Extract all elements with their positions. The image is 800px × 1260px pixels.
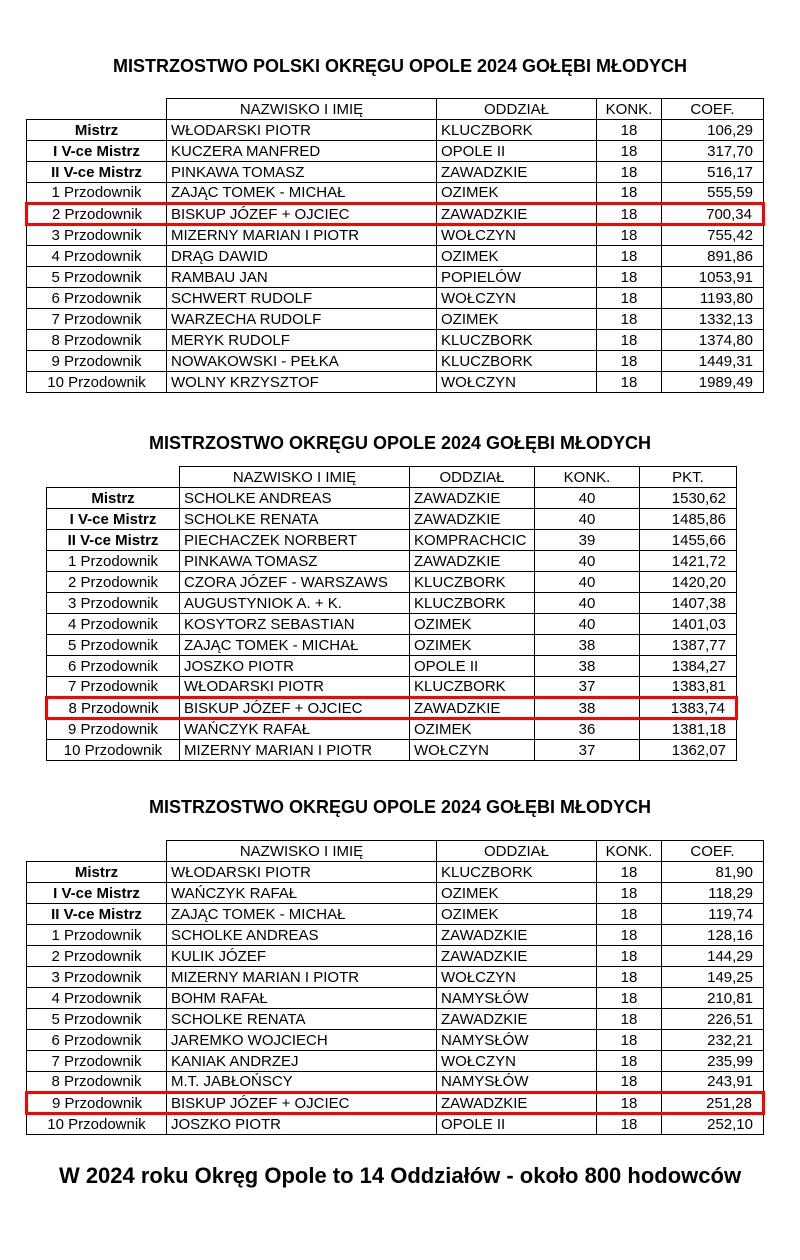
branch-cell: WOŁCZYN (437, 288, 597, 309)
konk-cell: 18 (597, 330, 662, 351)
rank-cell: I V-ce Mistrz (47, 509, 180, 530)
name-cell: ZAJĄC TOMEK - MICHAŁ (167, 904, 437, 925)
result-row (47, 740, 737, 761)
result-row (27, 162, 764, 183)
name-cell: SCHOLKE RENATA (180, 509, 410, 530)
column-header: PKT. (640, 467, 737, 488)
value-cell: 1401,03 (640, 614, 737, 635)
name-cell: WŁODARSKI PIOTR (167, 862, 437, 883)
name-cell: MIZERNY MARIAN I PIOTR (180, 740, 410, 761)
section-mistrzostwo-okregu-coef (0, 797, 800, 1135)
branch-cell: WOŁCZYN (437, 967, 597, 988)
branch-cell: ZAWADZKIE (437, 925, 597, 946)
branch-cell: KLUCZBORK (410, 572, 535, 593)
rank-cell: 4 Przodownik (27, 246, 167, 267)
konk-cell: 40 (535, 509, 640, 530)
branch-cell: ZAWADZKIE (437, 204, 597, 225)
column-header: KONK. (597, 841, 662, 862)
konk-cell: 18 (597, 862, 662, 883)
rank-cell: 5 Przodownik (27, 1009, 167, 1030)
value-cell: 235,99 (662, 1051, 764, 1072)
branch-cell: ZAWADZKIE (410, 509, 535, 530)
branch-cell: OPOLE II (410, 656, 535, 677)
result-row (27, 862, 764, 883)
value-cell: 1383,81 (640, 677, 737, 698)
footer-note: W 2024 roku Okręg Opole to 14 Oddziałów - około 800 hodowców (58, 1163, 742, 1188)
value-cell: 516,17 (662, 162, 764, 183)
name-cell: CZORA JÓZEF - WARSZAWS (180, 572, 410, 593)
branch-cell: OZIMEK (437, 309, 597, 330)
result-row (27, 1114, 764, 1135)
konk-cell: 37 (535, 740, 640, 761)
name-cell: WARZECHA RUDOLF (167, 309, 437, 330)
name-cell: MIZERNY MARIAN I PIOTR (167, 225, 437, 246)
name-cell: DRĄG DAWID (167, 246, 437, 267)
name-cell: WOLNY KRZYSZTOF (167, 372, 437, 393)
branch-cell: OPOLE II (437, 141, 597, 162)
section-title: MISTRZOSTWO OKRĘGU OPOLE 2024 GOŁĘBI MŁODYCH (148, 797, 652, 817)
name-cell: SCHOLKE ANDREAS (167, 925, 437, 946)
name-cell: AUGUSTYNIOK A. + K. (180, 593, 410, 614)
name-cell: RAMBAU JAN (167, 267, 437, 288)
rank-cell: 9 Przodownik (47, 719, 180, 740)
section-mistrzostwo-polski (0, 56, 800, 393)
value-cell: 1485,86 (640, 509, 737, 530)
result-row (47, 572, 737, 593)
konk-cell: 18 (597, 120, 662, 141)
branch-cell: OZIMEK (410, 614, 535, 635)
konk-cell: 18 (597, 883, 662, 904)
header-corner-blank (27, 841, 167, 862)
value-cell: 1193,80 (662, 288, 764, 309)
result-row (27, 967, 764, 988)
section-title: MISTRZOSTWO OKRĘGU OPOLE 2024 GOŁĘBI MŁODYCH (148, 433, 652, 453)
value-cell: 251,28 (662, 1093, 764, 1114)
result-row (47, 614, 737, 635)
branch-cell: ZAWADZKIE (437, 1009, 597, 1030)
name-cell: SCHOLKE RENATA (167, 1009, 437, 1030)
value-cell: 1332,13 (662, 309, 764, 330)
header-row (27, 841, 764, 862)
rank-cell: 5 Przodownik (47, 635, 180, 656)
branch-cell: KLUCZBORK (437, 120, 597, 141)
rank-cell: 7 Przodownik (27, 1051, 167, 1072)
rank-cell: 9 Przodownik (27, 1093, 167, 1114)
branch-cell: OZIMEK (410, 635, 535, 656)
rank-cell: I V-ce Mistrz (27, 883, 167, 904)
result-row (47, 635, 737, 656)
name-cell: KULIK JÓZEF (167, 946, 437, 967)
name-cell: PIECHACZEK NORBERT (180, 530, 410, 551)
result-row (27, 225, 764, 246)
header-corner-blank (47, 467, 180, 488)
konk-cell: 18 (597, 288, 662, 309)
konk-cell: 18 (597, 246, 662, 267)
branch-cell: OZIMEK (437, 904, 597, 925)
konk-cell: 18 (597, 904, 662, 925)
section-title: MISTRZOSTWO POLSKI OKRĘGU OPOLE 2024 GOŁĘBI MŁODYCH (112, 56, 688, 76)
name-cell: JAREMKO WOJCIECH (167, 1030, 437, 1051)
rank-cell: 6 Przodownik (27, 288, 167, 309)
results-table-okreg-pkt (45, 466, 738, 761)
value-cell: 232,21 (662, 1030, 764, 1051)
rank-cell: II V-ce Mistrz (47, 530, 180, 551)
value-cell: 1455,66 (640, 530, 737, 551)
value-cell: 1449,31 (662, 351, 764, 372)
result-row (27, 309, 764, 330)
rank-cell: 1 Przodownik (47, 551, 180, 572)
branch-cell: ZAWADZKIE (437, 946, 597, 967)
result-row (47, 656, 737, 677)
value-cell: 700,34 (662, 204, 764, 225)
rank-cell: 3 Przodownik (47, 593, 180, 614)
header-row (47, 467, 737, 488)
name-cell: WAŃCZYK RAFAŁ (167, 883, 437, 904)
name-cell: SCHWERT RUDOLF (167, 288, 437, 309)
name-cell: WAŃCZYK RAFAŁ (180, 719, 410, 740)
konk-cell: 39 (535, 530, 640, 551)
name-cell: ZAJĄC TOMEK - MICHAŁ (180, 635, 410, 656)
branch-cell: WOŁCZYN (410, 740, 535, 761)
rank-cell: 10 Przodownik (27, 1114, 167, 1135)
rank-cell: 4 Przodownik (27, 988, 167, 1009)
branch-cell: NAMYSŁÓW (437, 988, 597, 1009)
column-header: ODDZIAŁ (437, 841, 597, 862)
branch-cell: KOMPRACHCIC (410, 530, 535, 551)
branch-cell: OZIMEK (437, 183, 597, 204)
branch-cell: ZAWADZKIE (410, 551, 535, 572)
value-cell: 106,29 (662, 120, 764, 141)
konk-cell: 18 (597, 1093, 662, 1114)
header-row (27, 99, 764, 120)
branch-cell: KLUCZBORK (437, 330, 597, 351)
name-cell: KOSYTORZ SEBASTIAN (180, 614, 410, 635)
column-header: KONK. (535, 467, 640, 488)
result-row (27, 1051, 764, 1072)
value-cell: 144,29 (662, 946, 764, 967)
konk-cell: 18 (597, 351, 662, 372)
name-cell: MIZERNY MARIAN I PIOTR (167, 967, 437, 988)
branch-cell: KLUCZBORK (437, 351, 597, 372)
column-header: ODDZIAŁ (410, 467, 535, 488)
rank-cell: Mistrz (27, 862, 167, 883)
value-cell: 1362,07 (640, 740, 737, 761)
name-cell: BISKUP JÓZEF + OJCIEC (167, 204, 437, 225)
rank-cell: Mistrz (47, 488, 180, 509)
rank-cell: 8 Przodownik (27, 330, 167, 351)
value-cell: 81,90 (662, 862, 764, 883)
column-header: NAZWISKO I IMIĘ (167, 99, 437, 120)
branch-cell: OZIMEK (410, 719, 535, 740)
result-row-highlighted (27, 1093, 764, 1114)
result-row (27, 120, 764, 141)
konk-cell: 40 (535, 614, 640, 635)
rank-cell: 2 Przodownik (47, 572, 180, 593)
result-row (27, 246, 764, 267)
branch-cell: NAMYSŁÓW (437, 1072, 597, 1093)
result-row (27, 1009, 764, 1030)
rank-cell: 3 Przodownik (27, 225, 167, 246)
rank-cell: Mistrz (27, 120, 167, 141)
value-cell: 1421,72 (640, 551, 737, 572)
value-cell: 1053,91 (662, 267, 764, 288)
value-cell: 118,29 (662, 883, 764, 904)
column-header: ODDZIAŁ (437, 99, 597, 120)
rank-cell: 1 Przodownik (27, 925, 167, 946)
result-row-highlighted (47, 698, 737, 719)
branch-cell: ZAWADZKIE (410, 488, 535, 509)
konk-cell: 38 (535, 635, 640, 656)
branch-cell: KLUCZBORK (410, 593, 535, 614)
column-header: COEF. (662, 841, 764, 862)
result-row (27, 351, 764, 372)
result-row (27, 372, 764, 393)
konk-cell: 18 (597, 225, 662, 246)
branch-cell: ZAWADZKIE (410, 698, 535, 719)
results-table-polska (25, 98, 765, 393)
konk-cell: 18 (597, 267, 662, 288)
rank-cell: 8 Przodownik (47, 698, 180, 719)
result-row (27, 1030, 764, 1051)
rank-cell: 6 Przodownik (47, 656, 180, 677)
value-cell: 555,59 (662, 183, 764, 204)
konk-cell: 40 (535, 572, 640, 593)
konk-cell: 37 (535, 677, 640, 698)
value-cell: 252,10 (662, 1114, 764, 1135)
name-cell: JOSZKO PIOTR (167, 1114, 437, 1135)
value-cell: 149,25 (662, 967, 764, 988)
konk-cell: 18 (597, 309, 662, 330)
value-cell: 1989,49 (662, 372, 764, 393)
value-cell: 1387,77 (640, 635, 737, 656)
result-row (47, 488, 737, 509)
result-row (47, 509, 737, 530)
value-cell: 317,70 (662, 141, 764, 162)
branch-cell: OZIMEK (437, 883, 597, 904)
branch-cell: NAMYSŁÓW (437, 1030, 597, 1051)
rank-cell: II V-ce Mistrz (27, 904, 167, 925)
result-row (27, 988, 764, 1009)
branch-cell: KLUCZBORK (410, 677, 535, 698)
konk-cell: 38 (535, 656, 640, 677)
rank-cell: 3 Przodownik (27, 967, 167, 988)
konk-cell: 40 (535, 593, 640, 614)
konk-cell: 18 (597, 1114, 662, 1135)
result-row (27, 141, 764, 162)
value-cell: 1381,18 (640, 719, 737, 740)
rank-cell: II V-ce Mistrz (27, 162, 167, 183)
rank-cell: 2 Przodownik (27, 946, 167, 967)
name-cell: ZAJĄC TOMEK - MICHAŁ (167, 183, 437, 204)
konk-cell: 18 (597, 141, 662, 162)
branch-cell: WOŁCZYN (437, 225, 597, 246)
rank-cell: 6 Przodownik (27, 1030, 167, 1051)
branch-cell: OPOLE II (437, 1114, 597, 1135)
value-cell: 891,86 (662, 246, 764, 267)
section-mistrzostwo-okregu-pkt (0, 433, 800, 761)
result-row (47, 530, 737, 551)
rank-cell: I V-ce Mistrz (27, 141, 167, 162)
value-cell: 1420,20 (640, 572, 737, 593)
name-cell: SCHOLKE ANDREAS (180, 488, 410, 509)
value-cell: 1374,80 (662, 330, 764, 351)
rank-cell: 7 Przodownik (47, 677, 180, 698)
branch-cell: OZIMEK (437, 246, 597, 267)
value-cell: 243,91 (662, 1072, 764, 1093)
name-cell: JOSZKO PIOTR (180, 656, 410, 677)
name-cell: BISKUP JÓZEF + OJCIEC (167, 1093, 437, 1114)
name-cell: KUCZERA MANFRED (167, 141, 437, 162)
name-cell: KANIAK ANDRZEJ (167, 1051, 437, 1072)
result-row (47, 551, 737, 572)
branch-cell: ZAWADZKIE (437, 162, 597, 183)
konk-cell: 18 (597, 372, 662, 393)
column-header: NAZWISKO I IMIĘ (180, 467, 410, 488)
konk-cell: 18 (597, 162, 662, 183)
konk-cell: 18 (597, 1072, 662, 1093)
konk-cell: 18 (597, 183, 662, 204)
result-row (27, 183, 764, 204)
konk-cell: 18 (597, 988, 662, 1009)
rank-cell: 9 Przodownik (27, 351, 167, 372)
rank-cell: 1 Przodownik (27, 183, 167, 204)
value-cell: 1383,74 (640, 698, 737, 719)
value-cell: 1530,62 (640, 488, 737, 509)
name-cell: NOWAKOWSKI - PEŁKA (167, 351, 437, 372)
result-row (27, 1072, 764, 1093)
konk-cell: 18 (597, 204, 662, 225)
konk-cell: 18 (597, 925, 662, 946)
name-cell: PINKAWA TOMASZ (180, 551, 410, 572)
result-row (47, 719, 737, 740)
column-header: COEF. (662, 99, 764, 120)
branch-cell: WOŁCZYN (437, 372, 597, 393)
name-cell: BISKUP JÓZEF + OJCIEC (180, 698, 410, 719)
konk-cell: 18 (597, 1009, 662, 1030)
result-row (27, 267, 764, 288)
result-row (27, 288, 764, 309)
result-row (27, 925, 764, 946)
name-cell: M.T. JABŁOŃSCY (167, 1072, 437, 1093)
value-cell: 1384,27 (640, 656, 737, 677)
value-cell: 1407,38 (640, 593, 737, 614)
konk-cell: 18 (597, 1051, 662, 1072)
result-row (27, 883, 764, 904)
value-cell: 210,81 (662, 988, 764, 1009)
result-row (27, 904, 764, 925)
branch-cell: KLUCZBORK (437, 862, 597, 883)
konk-cell: 40 (535, 551, 640, 572)
result-row (47, 593, 737, 614)
header-corner-blank (27, 99, 167, 120)
name-cell: WŁODARSKI PIOTR (180, 677, 410, 698)
value-cell: 128,16 (662, 925, 764, 946)
value-cell: 119,74 (662, 904, 764, 925)
result-row (27, 330, 764, 351)
konk-cell: 18 (597, 1030, 662, 1051)
branch-cell: ZAWADZKIE (437, 1093, 597, 1114)
name-cell: BOHM RAFAŁ (167, 988, 437, 1009)
konk-cell: 38 (535, 698, 640, 719)
column-header: NAZWISKO I IMIĘ (167, 841, 437, 862)
rank-cell: 2 Przodownik (27, 204, 167, 225)
results-table-okreg-coef (25, 840, 765, 1135)
rank-cell: 10 Przodownik (47, 740, 180, 761)
rank-cell: 5 Przodownik (27, 267, 167, 288)
rank-cell: 7 Przodownik (27, 309, 167, 330)
rank-cell: 4 Przodownik (47, 614, 180, 635)
branch-cell: POPIELÓW (437, 267, 597, 288)
konk-cell: 18 (597, 946, 662, 967)
konk-cell: 36 (535, 719, 640, 740)
rank-cell: 8 Przodownik (27, 1072, 167, 1093)
rank-cell: 10 Przodownik (27, 372, 167, 393)
value-cell: 755,42 (662, 225, 764, 246)
value-cell: 226,51 (662, 1009, 764, 1030)
branch-cell: WOŁCZYN (437, 1051, 597, 1072)
column-header: KONK. (597, 99, 662, 120)
result-row-highlighted (27, 204, 764, 225)
result-row (47, 677, 737, 698)
name-cell: WŁODARSKI PIOTR (167, 120, 437, 141)
name-cell: PINKAWA TOMASZ (167, 162, 437, 183)
konk-cell: 40 (535, 488, 640, 509)
result-row (27, 946, 764, 967)
name-cell: MERYK RUDOLF (167, 330, 437, 351)
konk-cell: 18 (597, 967, 662, 988)
